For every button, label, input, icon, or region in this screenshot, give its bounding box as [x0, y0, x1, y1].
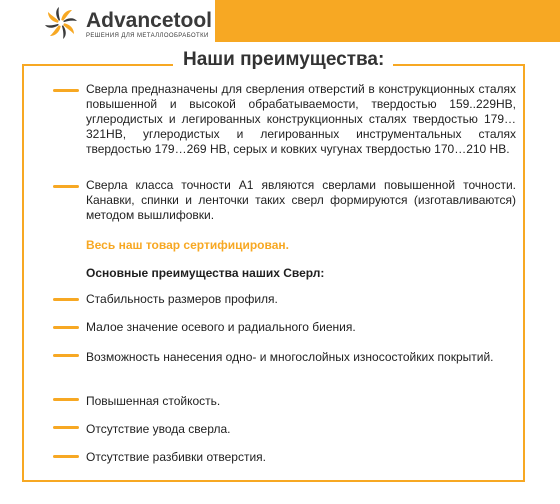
- advantage-item: Малое значение осевого и радиального биения.: [86, 320, 356, 334]
- swirl-blade-icon: [44, 6, 78, 45]
- header-bar: [0, 0, 560, 42]
- advantage-item: Отсутствие разбивки отверстия.: [86, 450, 266, 464]
- advantage-item: Стабильность размеров профиля.: [86, 292, 278, 306]
- certified-note: Весь наш товар сертифицирован.: [86, 238, 289, 252]
- bullet-dash: [53, 185, 79, 188]
- bullet-dash: [53, 426, 79, 429]
- advantage-item: Возможность нанесения одно- и многослойных износостойких покрытий.: [86, 350, 494, 364]
- brand-name: Advancetool: [86, 9, 213, 32]
- bullet-dash: [53, 398, 79, 401]
- advantages-heading: Основные преимущества наших Сверл:: [86, 266, 325, 280]
- paragraph-drill-purpose: Сверла предназначены для сверления отверстий в конструкционных сталях повышенной и высокой обрабатываемости, твердостью 159..229НВ, углеродистых и легированных конструкционных сталях твердостью 179…321НВ, углеродистых и легированных инструментальных сталях твердостью 179…269 НВ, серых и ковких чугунах твердостью 170…210 НВ.: [86, 82, 516, 156]
- bullet-dash: [53, 455, 79, 458]
- bullet-dash: [53, 298, 79, 301]
- brand-tagline: РЕШЕНИЯ ДЛЯ МЕТАЛЛООБРАБОТКИ: [86, 33, 209, 39]
- advantage-item: Отсутствие увода сверла.: [86, 422, 231, 436]
- paragraph-accuracy-class: Сверла класса точности А1 являются сверлами повышенной точности. Канавки, спинки и ленточки таких сверл формируются (изготавливаются) методом вышлифовки.: [86, 178, 516, 222]
- advantage-item: Повышенная стойкость.: [86, 394, 221, 408]
- bullet-dash: [53, 354, 79, 357]
- bullet-dash: [53, 89, 79, 92]
- header-accent-bar: [215, 0, 560, 42]
- section-title: Наши преимущества:: [183, 49, 385, 70]
- bullet-dash: [53, 326, 79, 329]
